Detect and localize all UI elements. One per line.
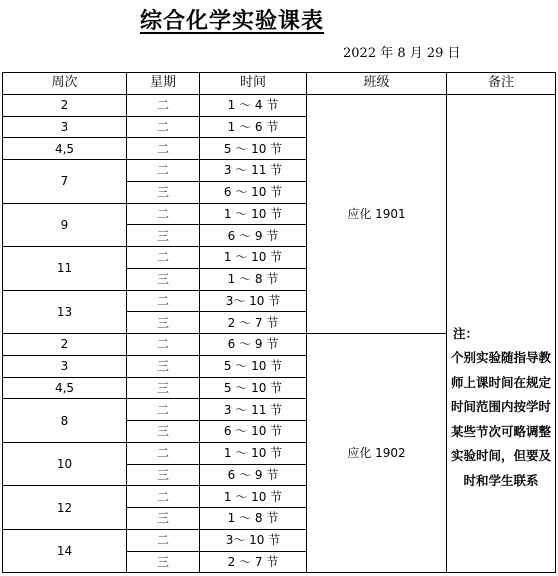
table-row — [3, 94, 556, 116]
day-cell: 三 — [127, 268, 200, 290]
time-cell: 1 ～ 6 节 — [200, 116, 307, 138]
day-cell: 三 — [127, 181, 200, 203]
day-cell: 二 — [127, 399, 200, 421]
time-cell: 3～ 10 节 — [200, 529, 307, 551]
week-cell: 11 — [3, 247, 127, 291]
week-cell: 4,5 — [3, 138, 127, 160]
day-cell: 二 — [127, 138, 200, 160]
time-cell: 2 ～ 7 节 — [200, 312, 307, 334]
header-time: 时间 — [200, 73, 307, 95]
schedule-table — [2, 72, 556, 573]
note-head: 注： — [453, 325, 479, 341]
day-cell: 三 — [127, 377, 200, 399]
day-cell: 二 — [127, 290, 200, 312]
day-cell: 三 — [127, 312, 200, 334]
day-cell: 三 — [127, 551, 200, 573]
day-cell: 三 — [127, 421, 200, 443]
time-cell: 1 ～ 10 节 — [200, 442, 307, 464]
time-cell: 5 ～ 10 节 — [200, 138, 307, 160]
page-title: 综合化学实验课表 — [140, 9, 325, 34]
time-cell: 5 ～ 10 节 — [200, 355, 307, 377]
week-cell: 2 — [3, 94, 127, 116]
week-cell: 3 — [3, 355, 127, 377]
time-cell: 1 ～ 8 节 — [200, 508, 307, 530]
day-cell: 二 — [127, 203, 200, 225]
day-cell: 二 — [127, 247, 200, 269]
header-day: 星期 — [127, 73, 200, 95]
time-cell: 2 ～ 7 节 — [200, 551, 307, 573]
time-cell: 3 ～ 11 节 — [200, 399, 307, 421]
week-cell: 13 — [3, 290, 127, 334]
note-body: 个别实验随指导教师上课时间在规定时间范围内按学时某些节次可略调整实验时间，但要及时和学生联系 — [451, 350, 552, 488]
week-cell: 14 — [3, 529, 127, 573]
week-cell: 9 — [3, 203, 127, 247]
time-cell: 3 ～ 11 节 — [200, 160, 307, 182]
time-cell: 6 ～ 10 节 — [200, 181, 307, 203]
header-class: 班级 — [307, 73, 447, 95]
date-label: 2022 年 8 月 29 日 — [343, 46, 461, 61]
time-cell: 6 ～ 9 节 — [200, 334, 307, 356]
header-week: 周次 — [3, 73, 127, 95]
time-cell: 1 ～ 10 节 — [200, 203, 307, 225]
time-cell: 1 ～ 8 节 — [200, 268, 307, 290]
note-cell — [447, 94, 556, 573]
header-row — [3, 73, 556, 95]
day-cell: 二 — [127, 442, 200, 464]
week-cell: 8 — [3, 399, 127, 443]
week-cell: 4,5 — [3, 377, 127, 399]
day-cell: 二 — [127, 94, 200, 116]
day-cell: 二 — [127, 116, 200, 138]
time-cell: 1 ～ 10 节 — [200, 486, 307, 508]
week-cell: 3 — [3, 116, 127, 138]
day-cell: 二 — [127, 160, 200, 182]
week-cell: 7 — [3, 160, 127, 204]
time-cell: 6 ～ 9 节 — [200, 464, 307, 486]
week-cell: 10 — [3, 442, 127, 486]
day-cell: 三 — [127, 355, 200, 377]
header-note: 备注 — [447, 73, 556, 95]
week-cell: 12 — [3, 486, 127, 530]
day-cell: 三 — [127, 225, 200, 247]
day-cell: 二 — [127, 334, 200, 356]
time-cell: 5 ～ 10 节 — [200, 377, 307, 399]
time-cell: 1 ～ 10 节 — [200, 247, 307, 269]
time-cell: 6 ～ 9 节 — [200, 225, 307, 247]
class-cell: 应化 1901 — [307, 94, 447, 333]
day-cell: 二 — [127, 486, 200, 508]
day-cell: 三 — [127, 464, 200, 486]
class-cell: 应化 1902 — [307, 334, 447, 573]
time-cell: 6 ～ 10 节 — [200, 421, 307, 443]
day-cell: 三 — [127, 508, 200, 530]
time-cell: 3～ 10 节 — [200, 290, 307, 312]
day-cell: 二 — [127, 529, 200, 551]
week-cell: 2 — [3, 334, 127, 356]
time-cell: 1 ～ 4 节 — [200, 94, 307, 116]
